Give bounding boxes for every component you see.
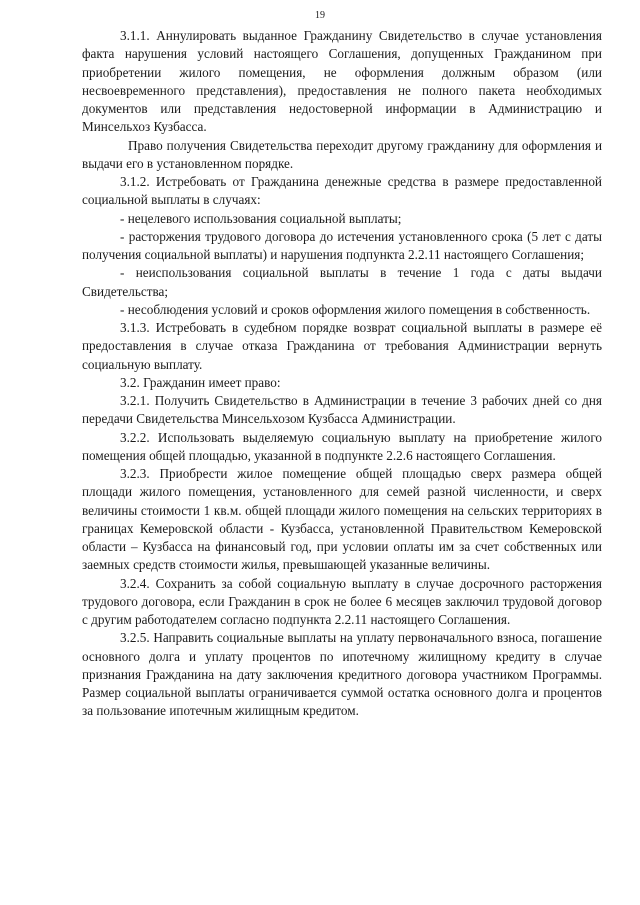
paragraph-3-2-5: 3.2.5. Направить социальные выплаты на уплату первоначального взноса, погашение основного долга и уплату процентов по ипотечному жилищному кредиту в случае признания Гражданина на дату заключения кредитного договора участником Программы. Размер социальной выплаты ограничивается суммой остатка основного долга и процентов за пользование ипотечным жилищным кредитом.: [82, 630, 602, 719]
list-item-non-use: - неиспользования социальной выплаты в течение 1 года с даты выдачи Свидетельства;: [82, 265, 602, 299]
list-item-non-compliance: - несоблюдения условий и сроков оформления жилого помещения в собственность.: [120, 301, 591, 317]
paragraph-3-2: 3.2. Гражданин имеет право:: [120, 374, 281, 390]
document-body: [82, 27, 602, 721]
paragraph-3-2-2: 3.2.2. Использовать выделяемую социальную выплату на приобретение жилого помещения общей площадью, указанной в подпункте 2.2.6 настоящего Соглашения.: [82, 429, 602, 463]
page-number: 19: [315, 10, 325, 21]
paragraph-3-2-4: 3.2.4. Сохранить за собой социальную выплату в случае досрочного расторжения трудового договора, если Гражданин в срок не более 6 месяцев заключил трудовой договор с другим работодателем согласно подпункта 2.2.11 настоящего Соглашения.: [82, 575, 602, 627]
paragraph-3-1-2: 3.1.2. Истребовать от Гражданина денежные средства в размере предоставленной социальной выплаты в случаях:: [82, 174, 602, 208]
paragraph-3-1-1: 3.1.1. Аннулировать выданное Гражданину Свидетельство в случае установления факта нарушения условий настоящего Соглашения, допущенных Гражданином при приобретении жилого помещения, не оформления должным образом (или несвоевременного представления), предоставления не полного пакета необходимых документов или представления недостоверной информации в Администрацию и Минсельхоз Кузбасса.: [82, 28, 602, 135]
list-item-misuse: - нецелевого использования социальной выплаты;: [120, 210, 402, 226]
paragraph-certificate-transfer: Право получения Свидетельства переходит другому гражданину для оформления и выдачи его в установленном порядке.: [82, 137, 602, 171]
list-item-contract-termination: - расторжения трудового договора до истечения установленного срока (5 лет с даты получения социальной выплаты) и нарушения подпункта 2.2.11 настоящего Соглашения;: [82, 228, 602, 262]
paragraph-3-1-3: 3.1.3. Истребовать в судебном порядке возврат социальной выплаты в размере её предоставления в случае отказа Гражданина от требования Администрации вернуть социальную выплату.: [82, 320, 602, 372]
paragraph-3-2-3: 3.2.3. Приобрести жилое помещение общей площадью сверх размера общей площади жилого помещения, установленного для семей разной численности, и сверх величины стоимости 1 кв.м. общей площади жилого помещения на сельских территориях в границах Кемеровской области - Кузбасса, установленной Правительством Кемеровской области – Кузбасса на финансовый год, при условии оплаты им за счет собственных или заемных средств стоимости жилья, превышающей указанные величины.: [82, 466, 602, 573]
paragraph-3-2-1: 3.2.1. Получить Свидетельство в Администрации в течение 3 рабочих дней со дня передачи Свидетельства Минсельхозом Кузбасса Администрации.: [82, 393, 602, 427]
